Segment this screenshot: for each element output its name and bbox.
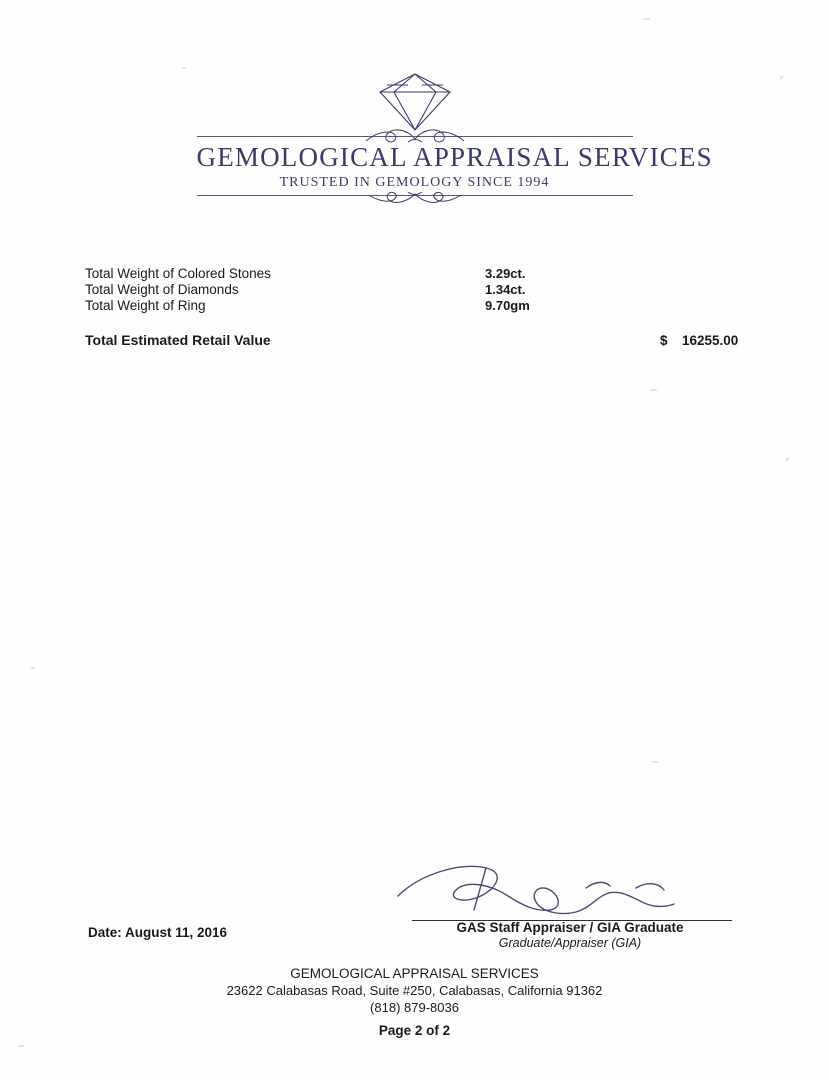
summary-row-value: 9.70gm (485, 298, 530, 313)
scan-speck (643, 18, 650, 20)
handwritten-signature-icon (390, 858, 750, 928)
total-label: Total Estimated Retail Value (85, 332, 271, 348)
summary-row (85, 282, 754, 298)
summary-row-label: Total Weight of Ring (85, 298, 206, 313)
brand-tagline: TRUSTED IN GEMOLOGY SINCE 1994 (279, 174, 550, 190)
footer-address: 23622 Calabasas Road, Suite #250, Calabasas, California 91362 (226, 983, 603, 998)
scan-speck (19, 1045, 24, 1047)
total-estimated-retail-value-row (85, 332, 754, 350)
document-header (0, 72, 829, 196)
signature-area (390, 858, 750, 928)
total-currency-symbol: $ (660, 333, 668, 348)
summary-row-value: 1.34ct. (485, 282, 526, 297)
document-footer (0, 965, 829, 1039)
footer-page-number: Page 2 of 2 (378, 1023, 451, 1038)
summary-row-label: Total Weight of Colored Stones (85, 266, 271, 281)
signer-credential: Graduate/Appraiser (GIA) (498, 936, 642, 950)
scan-speck (786, 458, 789, 461)
scan-speck (31, 667, 35, 669)
total-amount: 16255.00 (682, 333, 739, 348)
scan-speck (651, 389, 657, 391)
summary-row (85, 266, 754, 282)
footer-phone: (818) 879-8036 (370, 1000, 459, 1015)
flourish-ornament-bottom-icon (345, 192, 485, 212)
summary-row (85, 298, 754, 314)
brand-title: GEMOLOGICAL APPRAISAL SERVICES (196, 142, 713, 172)
scan-speck (182, 67, 186, 69)
scan-speck (652, 761, 658, 763)
signer-caption (390, 920, 750, 950)
summary-row-value: 3.29ct. (485, 266, 526, 281)
appraisal-date: Date: August 11, 2016 (88, 925, 228, 940)
summary-row-label: Total Weight of Diamonds (85, 282, 239, 297)
flourish-ornament-icon (340, 123, 490, 145)
signer-title: GAS Staff Appraiser / GIA Graduate (456, 920, 684, 935)
footer-company: GEMOLOGICAL APPRAISAL SERVICES (290, 966, 539, 981)
